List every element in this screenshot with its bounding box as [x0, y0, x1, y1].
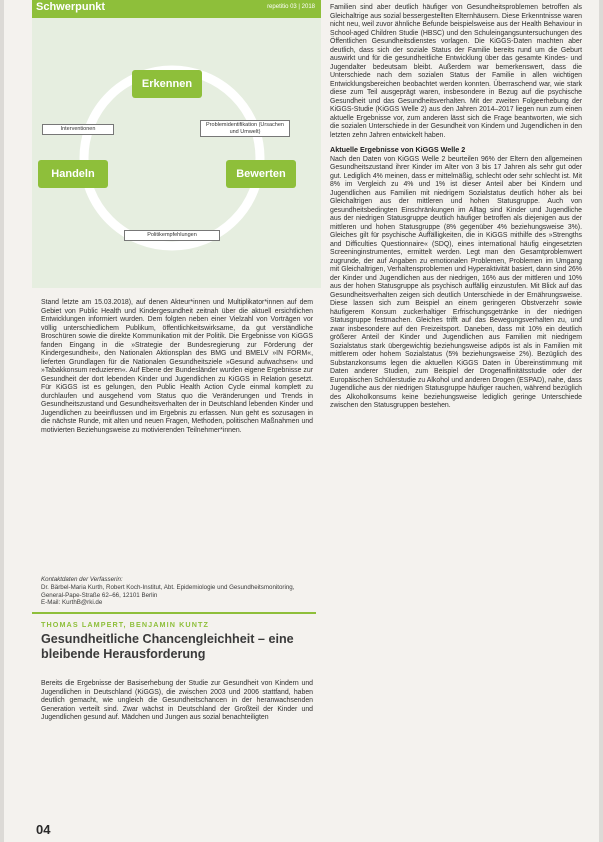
node-erkennen: Erkennen	[132, 70, 202, 98]
paragraph: Nach den Daten von KiGGS Welle 2 beurteilen 96% der Eltern den allgemeinen Gesundheitszustand ihrer Kinder im Alter von 3 bis 17 Jahren als sehr gut oder gut. Lediglich 4% meinen, dass er mittelmäßig, schlecht oder sehr schlecht ist. Mit 8% im Vergleich zu 4% und 1% ist dieser Anteil aber bei Kindern und Jugendlichen aus Familien mit niedrigem Sozialstatus deutlich höher als bei Gleichaltrigen aus der mittleren und hohen Statusgruppe. Auch von gesundheitsbedingten Einschränkungen im Alltag sind Kinder und Jugendliche aus der niedrigen Statusgruppe deutlich häufiger betroffen als diejenigen aus der mittleren und hohen Statusgruppe (8% gegenüber 4% beziehungsweise 3%). Gleiches gilt für psychische Auffälligkeiten, die in KiGGS mithilfe des »Strengths and Difficulties Questionnaire« (SDQ), eines international häufig eingesetzten Screeninginstrumentes, ermittelt werden. Legt man den Gesamtproblemwert zugrunde, der auf Angaben zu emotionalen Problemen, Problemen im Umgang mit Gleichaltrigen, Verhaltensproblemen und Hyperaktivität basiert, dann sind 26% der Kinder und Jugendlichen aus der niedrigen, 16% aus der mittleren und 10% aus der hohen Statusgruppe als psychisch auffällig einzustufen. Mit Blick auf das Gesundheitsverhalten zeigen sich deutlich Unterschiede in der Ernährungsweise. Diese lassen sich zum Beispiel an einem geringeren Obstverzehr sowie häufigerem Konsum zuckerhaltiger Erfrischungsgetränke in der niedrigen Statusgruppe festmachen. Gleiches trifft auf das Bewegungsverhalten zu, und zwar insbesondere auf den Freizeitsport. Daneben, dass mit 10% ein deutlich größerer Anteil der Kinder und Jugendlichen aus Familien mit niedrigem Sozialstatus stark übergewichtig beziehungsweise adipös ist als in Familien mit mittlerem oder hohem Sozialstatus (5% beziehungsweise 2%). Bezüglich des Substanzkonsums legen die aktuellen KiGGS Daten in Übereinstimmung mit Daten anderer Studien, zum Beispiel der Drogenaffinitätsstudie oder der Europäischen Schülerstudie zu Alkohol und anderen Drogen (ESPAD), nahe, dass Jugendliche aus der niedrigen Statusgruppe häufiger rauchen, während bezüglich des Alkoholkonsums keine beziehungsweise lediglich geringe Unterschiede zwischen den Statusgruppen bestehen.	[330, 155, 582, 409]
node-bewerten: Bewerten	[226, 160, 296, 188]
section-divider	[32, 612, 316, 614]
action-cycle-diagram	[32, 18, 321, 288]
contact-email: E-Mail: KurthB@rki.de	[41, 599, 103, 607]
paragraph: Familien sind aber deutlich häufiger von Gesundheitsproblemen betroffen als Gleichaltrige aus sozial bessergestellten Elternhäusern. Diese Erkenntnisse waren nicht neu, weil zuvor ähnliche Befunde beispielsweise aus der Health Behaviour in School-aged Children Studie (HBSC) und den Schuleingangsuntersuchungen des Öffentlichen Gesundheitsdienstes vorlagen. Die KiGGS-Daten machten aber deutlich, dass sich der soziale Status der Familie bereits rund um die Geburt auswirkt und für die gesundheitliche Entwicklung über das gesamte Kindes- und Jugendalter bedeutsam bleibt. Außerdem war bemerkenswert, dass die Unterschiede nach dem sozialen Status der Familie in allen wichtigen Entwicklungsbereichen beobachtet werden konnten. Überraschend war, wie stark diese zum Teil ausgeprägt waren, insbesondere in Bezug auf die psychische Gesundheit und das Gesundheitsverhalten. Mit der zweiten Folgeerhebung der KiGGS-Studie (KiGGS Welle 2) aus den Jahren 2014–2017 liegen nun zum einen aktuelle Ergebnisse vor, zum anderen lässt sich die Frage beantworten, wie sich die sozialen Unterschiede in der Gesundheit von Kindern und Jugendlichen in den letzten zehn Jahren entwickelt haben.	[330, 4, 582, 139]
tag-politikempfehlungen: Politikempfehlungen	[124, 230, 220, 241]
paragraph: Stand letzte am 15.03.2018), auf denen Akteur*innen und Multiplikator*innen auf dem Gebiet von Public Health und Kindergesundheit zeitnah über die aktuell ersichtlichen Entwicklungen informiert wurden. Dem folgten neben einer Vielzahl von Vorträgen vor völlig unterschiedlichem Publikum, öffentlichkeitswirksame, da gut verständliche Broschüren sowie die direkte Kommunikation mit der Politik. Die Ergebnisse von KiGGS fanden Eingang in die »Strategie der Bundesregierung zur Förderung der Kindergesundheit«, den Nationalen Aktionsplan des BMG und BMELV »IN FORM«, lieferten Grundlagen für die Nationalen Gesundheitsziele »Gesund aufwachsen« und »Tabakkonsum reduzieren«. Auf Ebene der Bundesländer wurden eigene Ergebnisse zur Gesundheit der dort lebenden Kinder und Jugendlichen zu KiGGS in Relation gesetzt. Für KiGGS ist es gelungen, den Public Health Action Cycle einmal komplett zu durchlaufen und ausgehend vom Status quo die Veränderungen und Trends in Gesundheitszustand und Gesundheitsverhalten der in Deutschland lebenden Kinder und Jugendlichen zu beeinflussen und im Ergebnis zu erfassen. Nun geht es sozusagen in die nächste Runde, mit alten und neuen Fragen, Methoden, politischen Maßnahmen und motivierten Beziehungsweise zu motivierenden Teilnehmer*innen.	[41, 299, 313, 434]
section-title: Schwerpunkt	[36, 1, 106, 13]
contact-label: Kontaktdaten der Verfasserin:	[41, 576, 123, 583]
article-authors: THOMAS LAMPERT, BENJAMIN KUNTZ	[41, 620, 209, 629]
page-number: 04	[36, 822, 51, 837]
magazine-page	[4, 0, 599, 842]
article-title: Gesundheitliche Chancengleichheit – eine bleibende Herausforderung	[41, 632, 294, 661]
subheading: Aktuelle Ergebnisse von KiGGS Welle 2	[330, 145, 466, 154]
right-column-text	[330, 4, 582, 411]
cycle-circle	[32, 18, 321, 288]
issue-label: repetitio 03 | 2018	[267, 4, 315, 10]
contact-name: Dr. Bärbel-Maria Kurth, Robert Koch-Institut, Abt. Epidemiologie und Gesundheitsmonitoring, General-Pape-Straße 62–66, 12101 Berlin	[41, 583, 295, 599]
left-column-text	[41, 299, 313, 435]
section-header	[32, 0, 321, 18]
node-handeln: Handeln	[38, 160, 108, 188]
article-lead: Bereits die Ergebnisse der Basiserhebung der Studie zur Gesundheit von Kindern und Jugendlichen in Deutschland (KiGGS), die zwischen 2003 und 2006 stattfand, haben deutlich gemacht, wie ungleich die Gesundheitschancen in der heranwachsenden Generation verteilt sind. Zwar wächst in Deutschland der Großteil der Kinder und Jugendlichen gesund auf. Mädchen und Jungen aus sozial benachteiligten	[41, 680, 313, 722]
tag-interventionen: Interventionen	[42, 124, 114, 135]
tag-problemidentifikation: Problemidentifikation (Ursachen und Umwelt)	[200, 120, 290, 137]
contact-block	[41, 576, 313, 607]
